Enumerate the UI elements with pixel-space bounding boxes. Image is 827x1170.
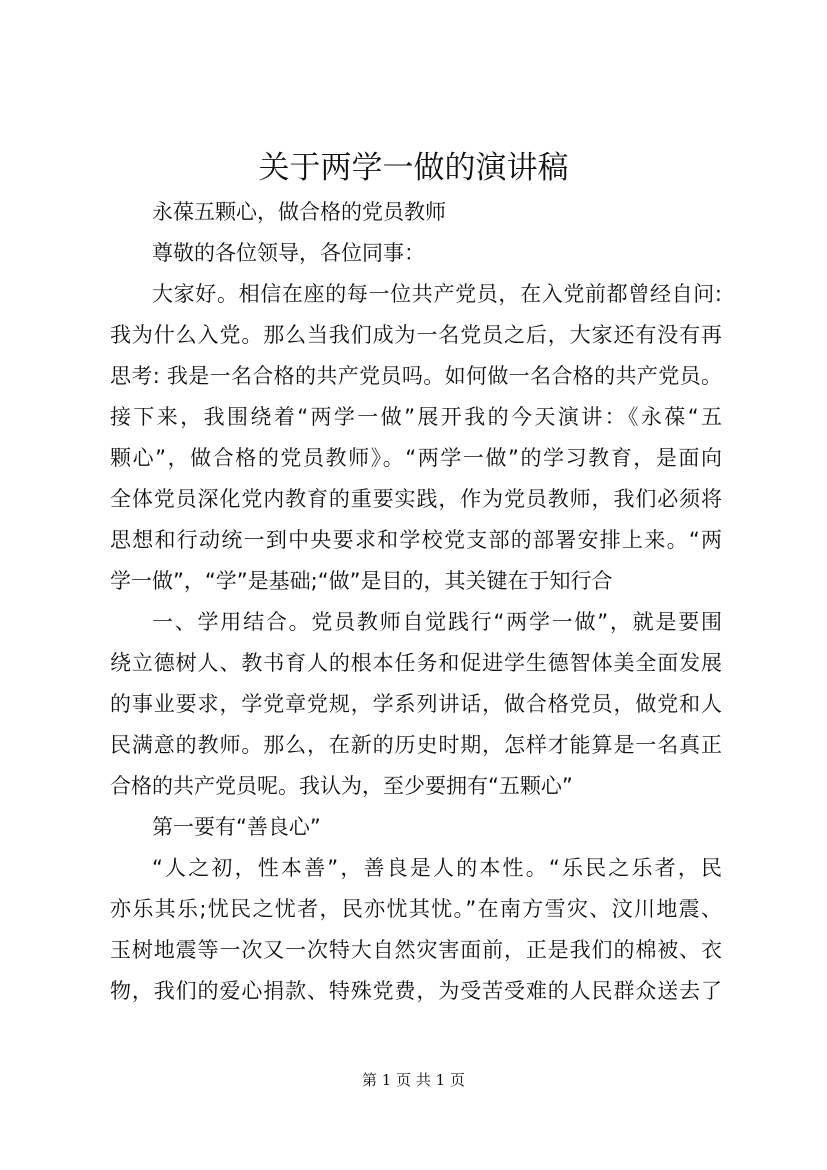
text-line: 第一要有“善良心” (152, 815, 321, 839)
text-line: 永葆五颗心，做合格的党员教师 (152, 200, 446, 224)
text-line: 思想和行动统一到中央要求和学校党支部的部署安排上来。“两 (110, 528, 722, 552)
text-line: 学一做”，“学”是基础;“做”是目的，其关键在于知行合 (110, 569, 613, 593)
text-line: 颗心”，做合格的党员教师》。“两学一做”的学习教育，是面向 (110, 446, 722, 470)
text-line: 民满意的教师。那么，在新的历史时期，怎样才能算是一名真正 (110, 733, 722, 757)
text-line: 绕立德树人、教书育人的根本任务和促进学生德智体美全面发展 (110, 651, 722, 675)
text-line: 尊敬的各位领导，各位同事： (152, 241, 425, 265)
text-line: 大家好。相信在座的每一位共产党员，在入党前都曾经自问: (152, 282, 722, 306)
text-line: 玉树地震等一次又一次特大自然灾害面前，正是我们的棉被、衣 (110, 938, 722, 962)
text-line: 物，我们的爱心捐款、特殊党费，为受苦受难的人民群众送去了 (110, 979, 722, 1003)
text-line: 思考: 我是一名合格的共产党员吗。如何做一名合格的共产党员。 (110, 364, 722, 388)
text-line: 亦乐其乐;忧民之忧者，民亦忧其忧。”在南方雪灾、汶川地震、 (110, 897, 722, 921)
text-line: 全体党员深化党内教育的重要实践，作为党员教师，我们必须将 (110, 487, 722, 511)
page-footer: 第 1 页 共 1 页 (362, 1071, 465, 1089)
text-line: 接下来，我围绕着“两学一做”展开我的今天演讲：《永葆“五 (110, 405, 722, 429)
text-line: 一、学用结合。党员教师自觉践行“两学一做”，就是要围 (152, 610, 722, 634)
text-line: 合格的共产党员呢。我认为，至少要拥有“五颗心” (110, 774, 573, 798)
document-body (110, 192, 722, 1012)
text-line: 我为什么入党。那么当我们成为一名党员之后，大家还有没有再 (110, 323, 722, 347)
text-line: 的事业要求，学党章党规，学系列讲话，做合格党员，做党和人 (110, 692, 722, 716)
document-title: 关于两学一做的演讲稿 (258, 150, 569, 186)
text-line: “人之初，性本善”，善良是人的本性。“乐民之乐者，民 (152, 856, 722, 880)
